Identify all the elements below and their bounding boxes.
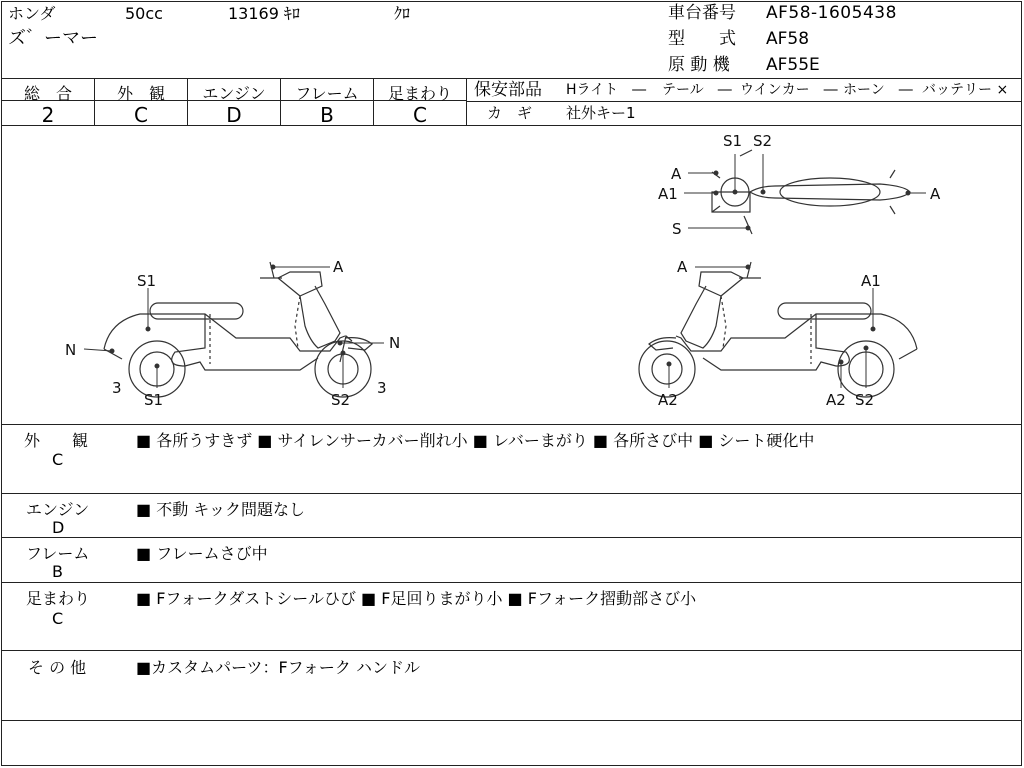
grade-suspension-label: 足まわり	[387, 84, 452, 103]
grid-line	[1, 78, 1022, 79]
note-text-exterior: ■ 各所うすきず ■ サイレンサーカバー削れ小 ■ レバーまがり ■ 各所さび中 ■ シート硬化中	[136, 431, 815, 450]
safety-horn: ホーン ―	[843, 82, 913, 98]
label-a2: A2	[658, 391, 678, 409]
label-a2: A2	[826, 391, 846, 409]
label-s: S	[672, 220, 682, 238]
frame-no-label: 車台番号	[668, 3, 736, 23]
grade-overall-label: 総 合	[23, 84, 72, 103]
note-text-other: ■カスタムパーツ：Fフォーク ハンドル	[136, 658, 420, 677]
grade-exterior: C	[134, 103, 148, 127]
grade-exterior-label: 外 観	[116, 84, 165, 103]
scooter-top-view	[712, 150, 910, 234]
label-a1: A1	[861, 272, 881, 290]
label-n: N	[65, 341, 77, 359]
grid-line	[1, 493, 1022, 494]
color: ｸﾛ	[394, 4, 411, 23]
note-title-exterior: 外 観	[24, 431, 89, 450]
grid-line	[1, 650, 1022, 651]
label-s1: S1	[137, 272, 157, 290]
label-a: A	[930, 185, 941, 203]
note-title-other: そ の 他	[28, 658, 87, 677]
type-label: 型 式	[668, 29, 736, 49]
label-3: 3	[377, 379, 387, 397]
mileage: 13169 ｷﾛ	[228, 4, 300, 23]
label-s2: S2	[753, 132, 773, 150]
grid-line	[1, 424, 1022, 425]
engine-value: AF55E	[766, 55, 820, 75]
grade-engine-label: エンジン	[202, 84, 266, 103]
grid-line	[1, 582, 1022, 583]
key-label: カ ギ	[487, 104, 533, 122]
note-grade-frame: B	[52, 562, 63, 581]
grid-line	[1, 537, 1022, 538]
grade-engine: D	[226, 103, 242, 127]
note-text-suspension: ■ Fフォークダストシールひび ■ F足回りまがり小 ■ Fフォーク摺動部さび小	[136, 589, 697, 608]
safety-battery: バッテリー ×	[922, 82, 1009, 98]
grid-line	[466, 78, 467, 125]
safety-tail: テール ―	[662, 82, 732, 98]
safety-winker: ウインカー ―	[740, 82, 838, 98]
safety-headlight: Hライト ―	[566, 82, 647, 98]
maker: ホンダ	[8, 4, 56, 23]
note-grade-engine: D	[52, 518, 65, 537]
grade-overall: 2	[41, 103, 55, 127]
label-s2: S2	[331, 391, 351, 409]
note-text-engine: ■ 不動 キック問題なし	[136, 500, 305, 519]
note-title-engine: エンジン	[26, 500, 90, 519]
label-a1: A1	[658, 185, 678, 203]
label-s1: S1	[723, 132, 743, 150]
label-a: A	[677, 258, 688, 276]
note-title-frame: フレーム	[26, 544, 90, 563]
grade-frame: B	[320, 103, 334, 127]
label-s1: S1	[144, 391, 164, 409]
displacement: 50cc	[125, 4, 163, 23]
key-value: 社外キー1	[566, 104, 636, 122]
engine-label: 原 動 機	[668, 55, 730, 75]
label-n: N	[389, 334, 401, 352]
model-name: ズ゛ーマー	[8, 28, 98, 49]
label-s2: S2	[855, 391, 875, 409]
note-title-suspension: 足まわり	[26, 589, 91, 608]
grid-line	[1, 720, 1022, 721]
note-text-frame: ■ フレームさび中	[136, 544, 268, 563]
note-grade-suspension: C	[52, 609, 64, 628]
grid-line	[467, 101, 1022, 102]
label-a: A	[671, 165, 682, 183]
grade-suspension: C	[413, 103, 427, 127]
label-a: A	[333, 258, 344, 276]
scooter-diagram	[0, 126, 1024, 424]
label-3: 3	[112, 379, 122, 397]
grade-frame-label: フレーム	[295, 84, 359, 103]
note-grade-exterior: C	[52, 450, 64, 469]
frame-no: AF58-1605438	[766, 3, 897, 23]
safety-label: 保安部品	[474, 80, 542, 100]
type-value: AF58	[766, 29, 810, 49]
